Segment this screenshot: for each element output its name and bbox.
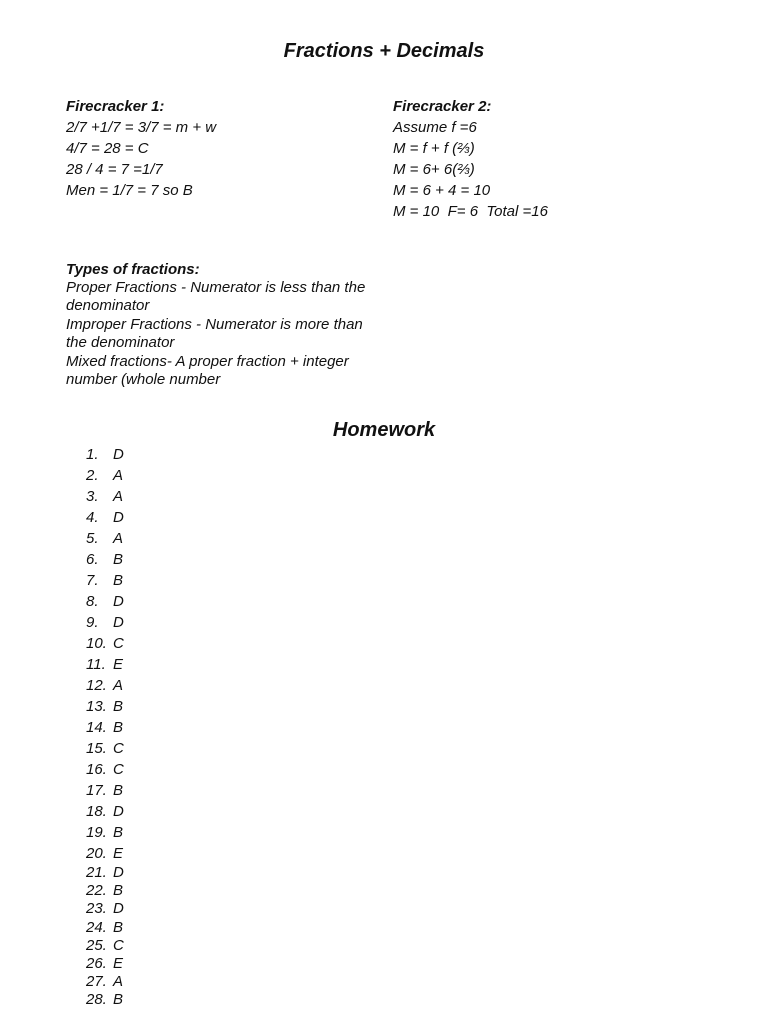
question-number: 26. xyxy=(86,954,107,972)
answer-letter: A xyxy=(113,530,124,547)
firecracker-1-line: 4/7 = 28 = C xyxy=(66,140,149,157)
answer-letter: B xyxy=(113,698,124,715)
answer-letter: D xyxy=(113,900,124,918)
question-number: 15. xyxy=(86,740,107,757)
homework-answer-item xyxy=(86,717,206,738)
answer-letter: B xyxy=(113,882,124,900)
answer-letter: D xyxy=(113,446,124,463)
question-number: 27. xyxy=(86,973,107,991)
homework-heading: Homework xyxy=(332,419,436,441)
question-number: 22. xyxy=(86,882,107,900)
answer-letter: E xyxy=(113,656,124,673)
question-number: 25. xyxy=(86,936,107,954)
homework-answer-item xyxy=(86,864,206,882)
answer-letter: B xyxy=(113,824,124,841)
homework-answer-item xyxy=(86,633,206,654)
question-number: 13. xyxy=(86,698,107,715)
question-number: 1. xyxy=(86,446,99,463)
firecracker-2-line: Assume f =6 xyxy=(393,119,477,136)
answer-letter: A xyxy=(113,488,124,505)
answer-letter: B xyxy=(113,991,124,1009)
homework-answer-item xyxy=(86,591,206,612)
types-definition: Proper Fractions - Numerator is less than the denominator xyxy=(66,279,366,315)
question-number: 8. xyxy=(86,593,99,610)
answer-letter: D xyxy=(113,593,124,610)
homework-answer-item xyxy=(86,654,206,675)
answer-letter: D xyxy=(113,803,124,820)
homework-answer-item xyxy=(86,738,206,759)
answer-letter: C xyxy=(113,635,124,652)
answer-letter: D xyxy=(113,614,124,631)
homework-answer-item xyxy=(86,444,206,465)
firecracker-2-line: M = 6 + 4 = 10 xyxy=(393,182,491,199)
question-number: 3. xyxy=(86,488,99,505)
question-number: 19. xyxy=(86,824,107,841)
firecracker-2-line: M = 10 F= 6 Total =16 xyxy=(393,203,548,220)
homework-answer-item xyxy=(86,900,206,918)
types-heading: Types of fractions: xyxy=(66,261,200,278)
answer-letter: B xyxy=(113,572,124,589)
firecracker-2-heading: Firecracker 2: xyxy=(393,98,492,115)
question-number: 21. xyxy=(86,864,107,881)
firecracker-2-section xyxy=(393,96,733,222)
types-of-fractions-section xyxy=(66,260,386,389)
homework-answer-item xyxy=(86,486,206,507)
question-number: 10. xyxy=(86,635,107,652)
firecracker-1-line: Men = 1/7 = 7 so B xyxy=(66,182,193,199)
homework-answer-item xyxy=(86,507,206,528)
question-number: 6. xyxy=(86,551,99,568)
question-number: 4. xyxy=(86,509,99,526)
question-number: 9. xyxy=(86,614,99,631)
types-definition: Improper Fractions - Numerator is more than the denominator xyxy=(66,315,363,352)
homework-answer-item xyxy=(86,528,206,549)
question-number: 2. xyxy=(86,467,99,484)
question-number: 28. xyxy=(86,991,107,1009)
answer-letter: C xyxy=(113,761,124,778)
homework-answer-item xyxy=(86,937,206,955)
question-number: 18. xyxy=(86,803,107,820)
homework-answer-item xyxy=(86,549,206,570)
firecracker-2-line: M = f + f (⅔) xyxy=(393,140,475,157)
homework-answer-item xyxy=(86,991,206,1009)
answer-letter: B xyxy=(113,782,124,799)
answer-letter: D xyxy=(113,864,124,881)
homework-answer-item xyxy=(86,801,206,822)
homework-answer-item xyxy=(86,919,206,937)
answer-letter: E xyxy=(113,954,124,972)
firecracker-1-line: 2/7 +1/7 = 3/7 = m + w xyxy=(66,119,217,136)
homework-answer-item xyxy=(86,973,206,991)
homework-answer-item xyxy=(86,955,206,973)
question-number: 20. xyxy=(86,845,107,862)
question-number: 16. xyxy=(86,761,107,778)
answer-letter: A xyxy=(113,467,124,484)
homework-answer-item xyxy=(86,696,206,717)
homework-answer-list xyxy=(86,444,206,1010)
question-number: 12. xyxy=(86,677,107,694)
question-number: 14. xyxy=(86,719,107,736)
answer-letter: B xyxy=(113,918,124,936)
homework-answer-item xyxy=(86,759,206,780)
answer-letter: B xyxy=(113,719,124,736)
answer-letter: D xyxy=(113,509,124,526)
answer-letter: C xyxy=(113,936,124,954)
firecracker-1-section xyxy=(66,96,366,201)
answer-letter: A xyxy=(113,677,124,694)
firecracker-1-line: 28 / 4 = 7 =1/7 xyxy=(66,161,163,178)
firecracker-1-heading: Firecracker 1: xyxy=(66,98,165,115)
firecracker-2-line: M = 6+ 6(⅔) xyxy=(393,161,475,178)
homework-answer-item xyxy=(86,822,206,843)
homework-answer-item xyxy=(86,882,206,900)
answer-letter: E xyxy=(113,845,124,862)
homework-answer-item xyxy=(86,780,206,801)
homework-answer-item xyxy=(86,465,206,486)
question-number: 23. xyxy=(86,900,107,918)
homework-answer-item xyxy=(86,570,206,591)
homework-answer-item xyxy=(86,675,206,696)
question-number: 5. xyxy=(86,530,99,547)
types-definition: Mixed fractions- A proper fraction + integer number (whole number xyxy=(66,352,349,389)
question-number: 11. xyxy=(86,656,106,673)
question-number: 7. xyxy=(86,572,99,589)
homework-answer-item xyxy=(86,612,206,633)
question-number: 24. xyxy=(86,918,107,936)
answer-letter: A xyxy=(113,973,124,991)
homework-answer-item xyxy=(86,843,206,864)
answer-letter: C xyxy=(113,740,124,757)
question-number: 17. xyxy=(86,782,107,799)
answer-letter: B xyxy=(113,551,124,568)
page-title: Fractions + Decimals xyxy=(283,40,485,62)
